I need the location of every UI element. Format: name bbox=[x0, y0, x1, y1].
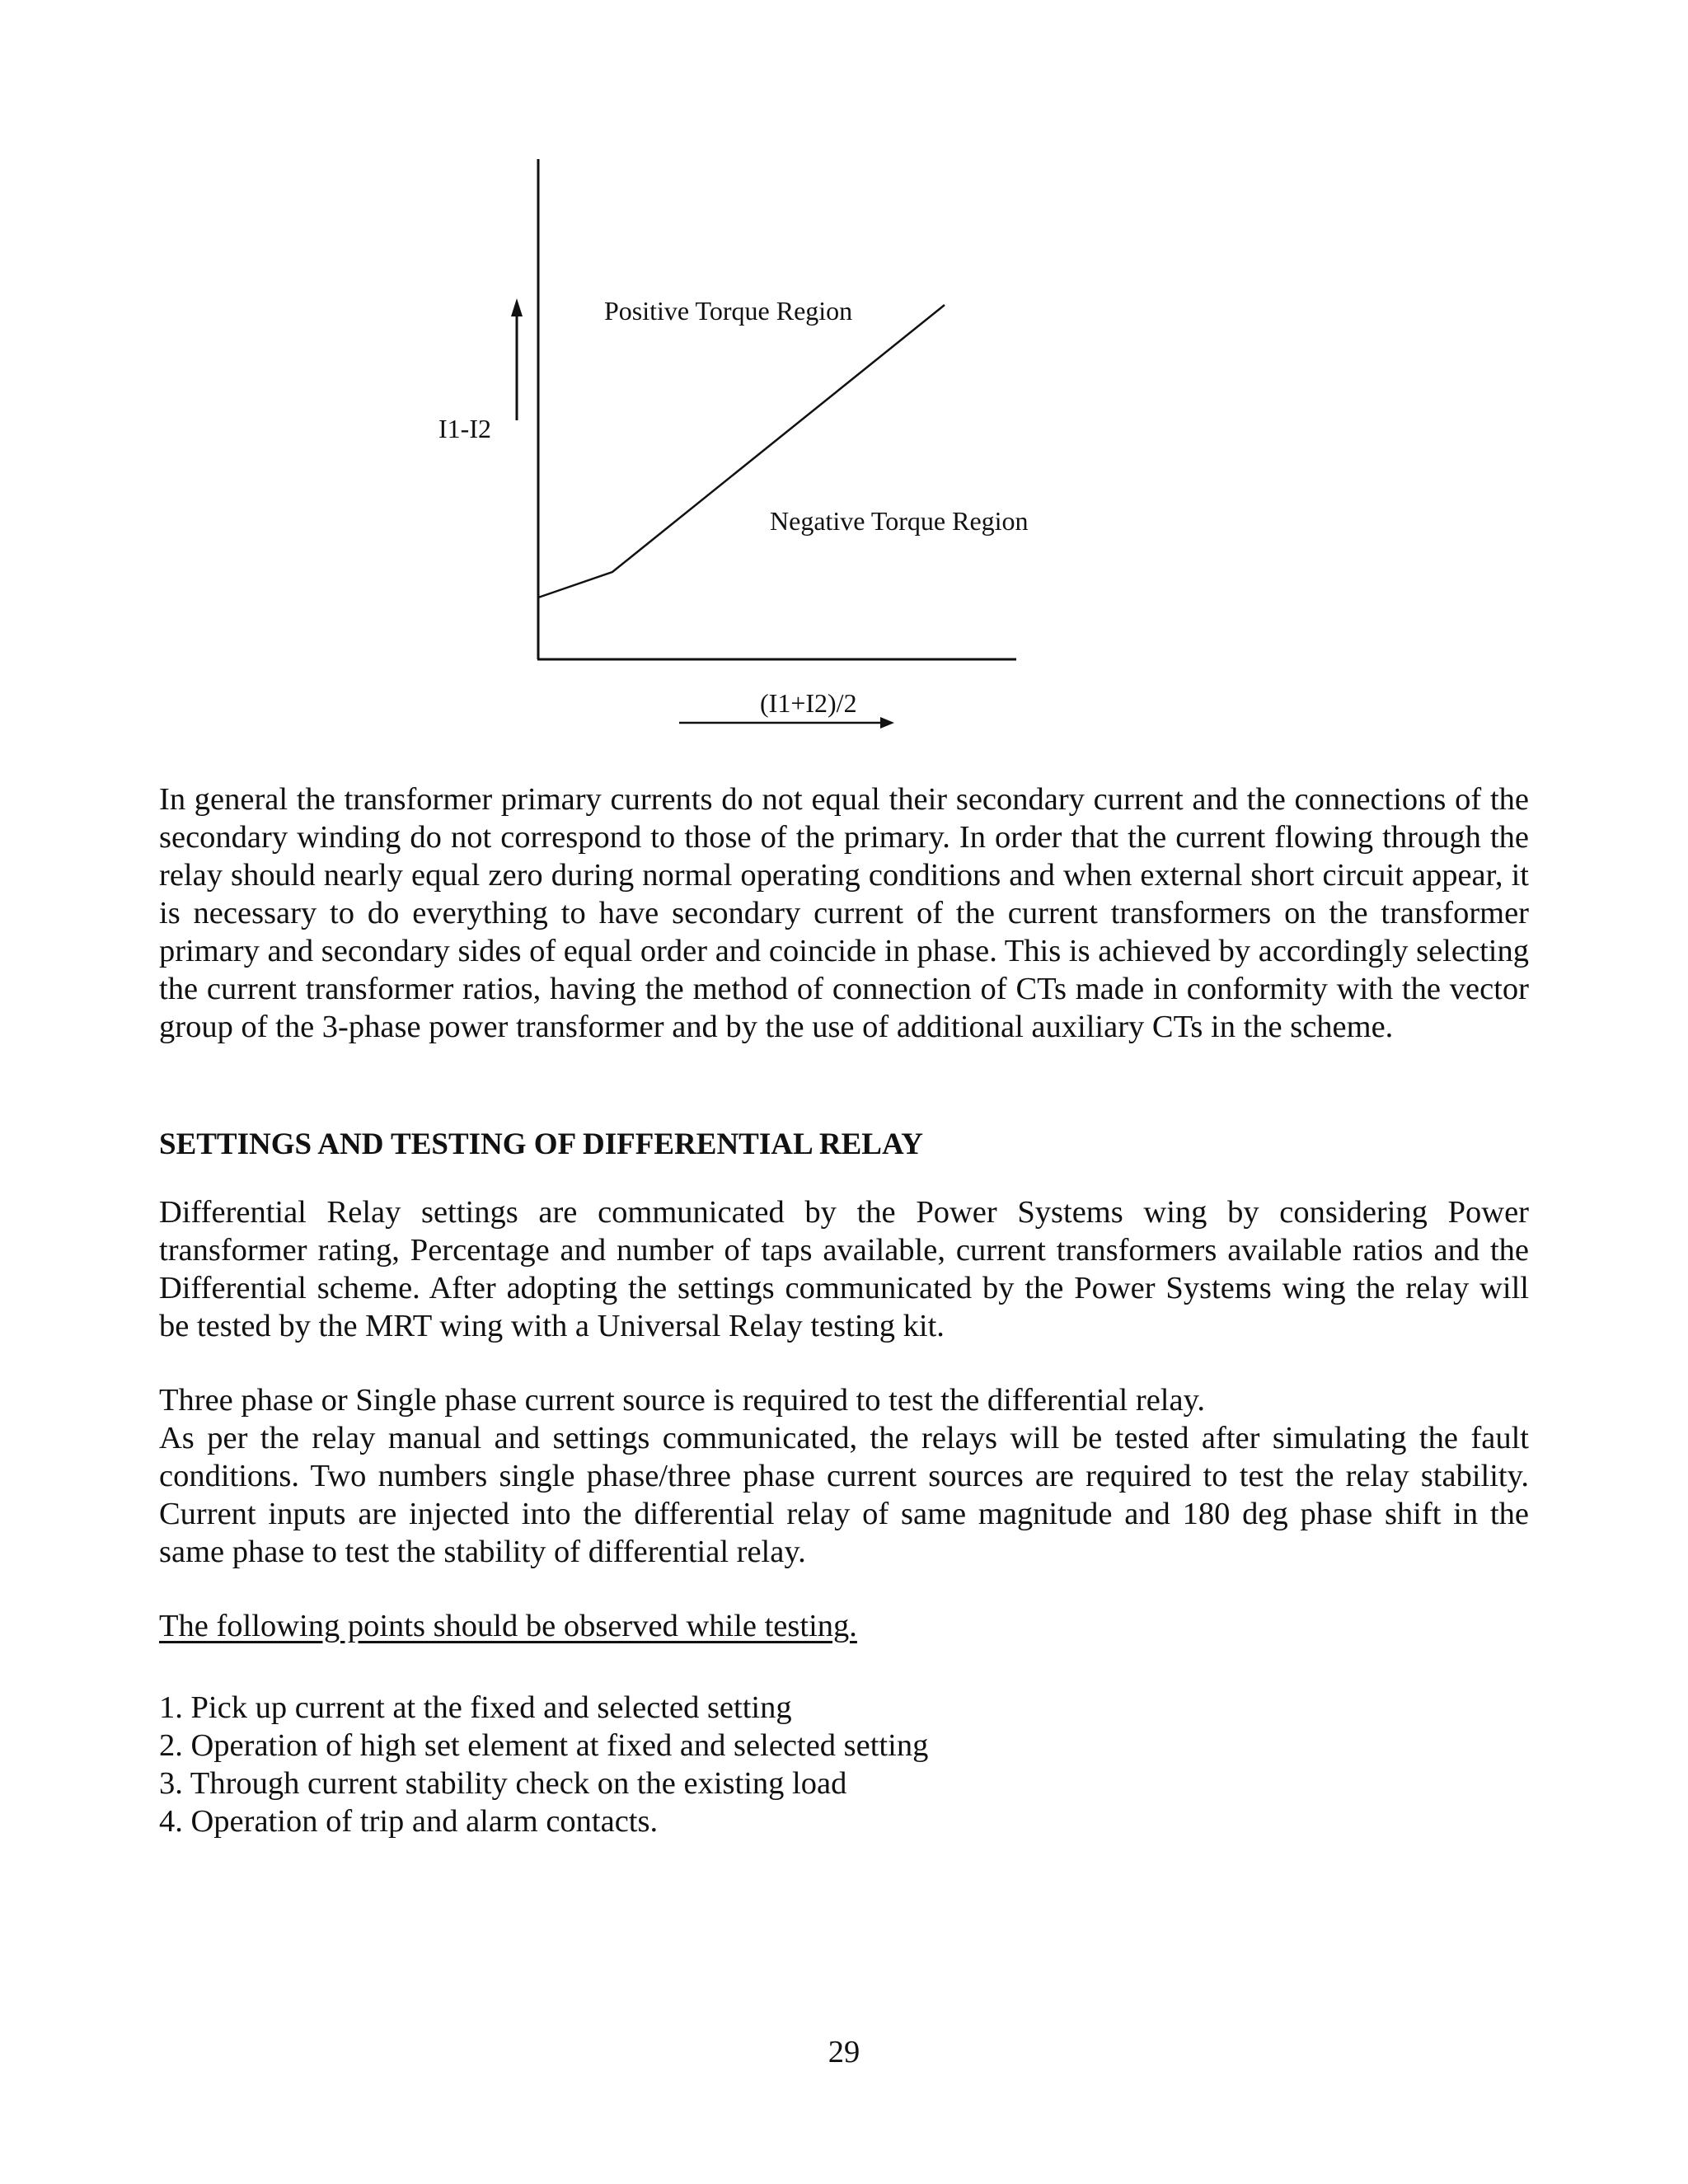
list-item: 1. Pick up current at the fixed and selected setting bbox=[159, 1690, 792, 1725]
current-source-line: Three phase or Single phase current source is required to test the differential relay. bbox=[159, 1383, 1205, 1418]
x-axis-label: (I1+I2)/2 bbox=[760, 688, 857, 718]
page-number: 29 bbox=[828, 2035, 860, 2069]
testing-paragraph: As per the relay manual and settings communicated, the relays will be tested after simulating the fault conditions. Two numbers single phase/three phase current sources are required to test the relay stability. Current inputs are injected into the differential relay of same magnitude and 180 deg phase shift in the same phase to test the stability of differential relay. bbox=[159, 1421, 1529, 1569]
intro-paragraph: In general the transformer primary currents do not equal their secondary current and the connections of the secondary winding do not correspond to those of the primary. In order that the current flowing through the relay should nearly equal zero during normal operating conditions and when external short circuit appear, it is necessary to do everything to have secondary current of the current transformers on the transformer primary and secondary sides of equal order and coincide in phase. This is achieved by accordingly selecting the current transformer ratios, having the method of connection of CTs made in conformity with the vector group of the 3-phase power transformer and by the use of additional auxiliary CTs in the scheme. bbox=[159, 782, 1529, 1044]
points-heading: The following points should be observed while testing. bbox=[159, 1609, 857, 1643]
settings-paragraph: Differential Relay settings are communicated by the Power Systems wing by considering Power transformer rating, Percentage and number of taps available, current transformers available ratios and the Differential scheme. After adopting the settings communicated by the Power Systems wing the relay will be tested by the MRT wing with a Universal Relay testing kit. bbox=[159, 1195, 1529, 1343]
differential-characteristic-diagram bbox=[0, 0, 1688, 758]
list-item: 4. Operation of trip and alarm contacts. bbox=[159, 1804, 659, 1839]
section-heading: SETTINGS AND TESTING OF DIFFERENTIAL RELAY bbox=[159, 1127, 923, 1161]
characteristic-line bbox=[538, 305, 945, 598]
list-item: 2. Operation of high set element at fixed and selected setting bbox=[159, 1728, 929, 1763]
y-arrow-head-icon bbox=[511, 298, 523, 316]
negative-torque-region-label: Negative Torque Region bbox=[770, 506, 1029, 536]
testing-points-list bbox=[159, 1689, 928, 1840]
x-arrow-head-icon bbox=[880, 717, 894, 729]
positive-torque-region-label: Positive Torque Region bbox=[604, 296, 853, 326]
y-axis-label: I1-I2 bbox=[438, 414, 491, 443]
list-item: 3. Through current stability check on the existing load bbox=[159, 1766, 847, 1801]
